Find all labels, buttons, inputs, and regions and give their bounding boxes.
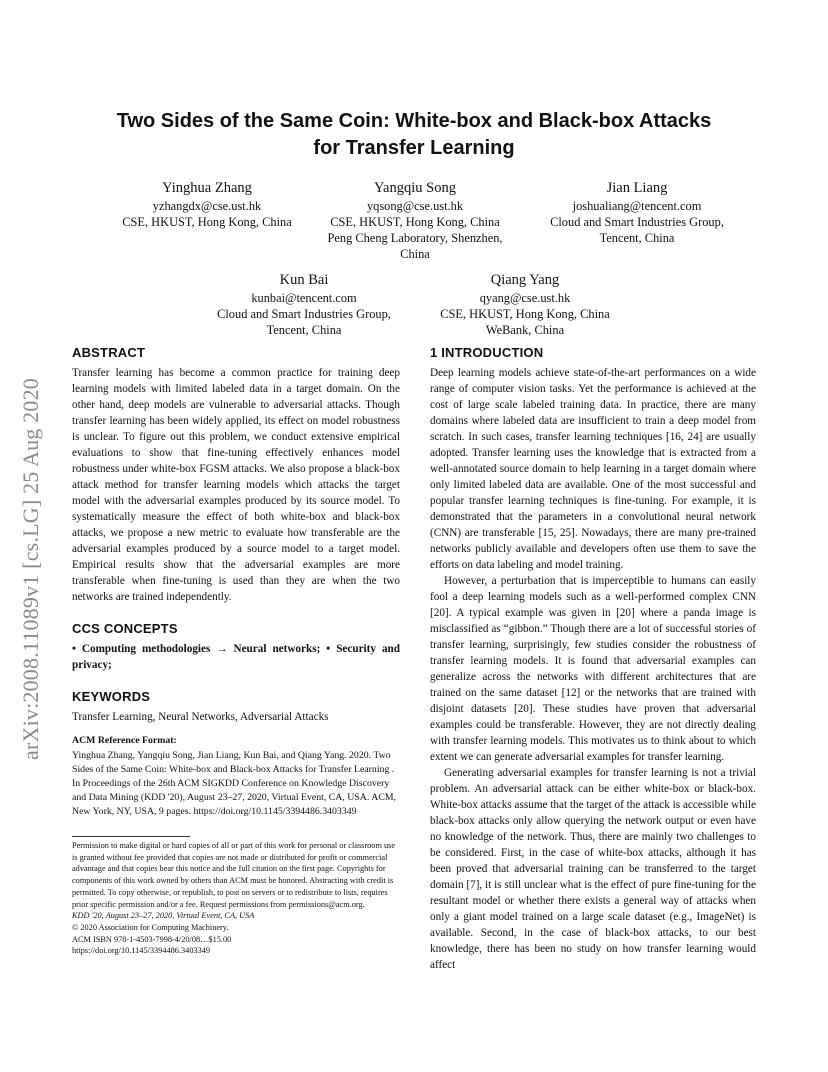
author-affiliation: Cloud and Smart Industries Group, — [217, 307, 391, 321]
author-block — [410, 271, 640, 338]
copyright-line: © 2020 Association for Computing Machinery. — [72, 922, 229, 932]
author-affiliation: CSE, HKUST, Hong Kong, China — [330, 215, 500, 229]
author-block — [522, 179, 752, 246]
left-column — [72, 345, 400, 819]
keywords-text: Transfer Learning, Neural Networks, Adversarial Attacks — [72, 711, 329, 723]
author-affiliation: Tencent, China — [599, 231, 675, 245]
author-block — [92, 179, 322, 230]
ccs-heading: CCS CONCEPTS — [72, 621, 178, 636]
title-line-1: Two Sides of the Same Coin: White-box and Black-box Attacks — [116, 110, 712, 132]
permission-block — [72, 840, 400, 957]
intro-paragraph-2: However, a perturbation that is imperceptible to humans can easily fool a deep learning models such as a well-performed complex CNN [20]. A typical example was given in [20] where a panda image is misclassified as “gibbon.” Though there are a lot of successful stories of transfer learning, surprisingly, few studies consider the robustness of transfer learning models. It is found that adversarial examples can generalize across the networks with different architectures that are trained on the same dataset [12] or the networks that are trained with disjoint datasets [20]. These studies have proven that adversarial examples could be transferable. However, they are not directly dealing with transfer learning models. This motivates us to think about to which extent we can generate adversarial examples for transfer learning. — [430, 575, 756, 763]
intro-heading: 1 INTRODUCTION — [430, 345, 544, 360]
right-column — [430, 345, 756, 973]
author-affiliation: Peng Cheng Laboratory, Shenzhen, — [327, 231, 503, 245]
paper-title — [72, 108, 756, 162]
author-email: yzhangdx@cse.ust.hk — [152, 199, 262, 213]
permission-text: Permission to make digital or hard copies of all or part of this work for personal or classroom use is granted without fee provided that copies are not made or distributed for profit or commercial advantage and that copies bear this notice and the full citation on the first page. Copyrights for components of this work owned by others than ACM must be honored. Abstracting with credit is permitted. To copy otherwise, or republish, to post on servers or to redistribute to lists, requires prior specific permission and/or a fee. Request permissions from permissions@acm.org. — [72, 841, 396, 909]
author-block — [300, 179, 530, 262]
intro-paragraph-3: Generating adversarial examples for transfer learning is not a trivial problem. An adversarial attack can be either white-box or black-box. White-box attacks assume that the target of the attack is accessible while black-box attacks only allow querying the network output or even have no knowledge of the network. Thus, there are mainly two challenges to be considered. First, in the case of white-box attacks, although it has been proved that adversarial training can be transferred to the target domain [7], it is still unclear what is the effect of pure fine-tuning for the resultant model or whether there exists a general way of attacks when only a giant model trained on a large scale dataset (e.g., ImageNet) is available. Second, in the case of black-box attacks, to our best knowledge, there has been no study on how transfer learning would affect — [430, 767, 756, 971]
author-affiliation: China — [400, 247, 430, 261]
title-line-2: for Transfer Learning — [313, 137, 515, 159]
author-email: kunbai@tencent.com — [251, 291, 357, 305]
isbn-line: ACM ISBN 978-1-4503-7998-4/20/08…$15.00 — [72, 934, 232, 944]
author-name: Kun Bai — [279, 272, 329, 288]
author-affiliation: WeBank, China — [485, 323, 565, 337]
author-affiliation: CSE, HKUST, Hong Kong, China — [440, 307, 610, 321]
acm-reference-heading: ACM Reference Format: — [72, 735, 177, 746]
abstract-text: Transfer learning has become a common practice for training deep learning models with limited labeled data in a target domain. On the other hand, deep models are vulnerable to adversarial attacks. Though transfer learning has been widely applied, its effect on model robustness is unclear. To figure out this problem, we conduct extensive empirical evaluations to show that fine-tuning effectively enhances model robustness under white-box FGSM attacks. We also propose a black-box attack method for transfer learning models which attacks the target model with the adversarial examples produced by its source model. To systematically measure the effect of both white-box and black-box attacks, we propose a new metric to evaluate how transferable are the adversarial examples produced by a source model to a target model. Empirical results show that the adversarial examples are more transferable when fine-tuning is used than they are when the two networks are trained independently. — [72, 367, 400, 603]
footnote-rule — [72, 836, 190, 837]
author-name: Yinghua Zhang — [162, 180, 252, 196]
author-email: joshualiang@tencent.com — [572, 199, 702, 213]
keywords-heading: KEYWORDS — [72, 689, 151, 704]
author-name: Yangqiu Song — [374, 180, 456, 196]
author-email: qyang@cse.ust.hk — [479, 291, 571, 305]
author-block — [189, 271, 419, 338]
abstract-heading: ABSTRACT — [72, 345, 146, 360]
author-affiliation: CSE, HKUST, Hong Kong, China — [122, 215, 292, 229]
author-name: Qiang Yang — [490, 272, 560, 288]
acm-reference-text: Yinghua Zhang, Yangqiu Song, Jian Liang, Kun Bai, and Qiang Yang. 2020. Two Sides of the Same Coin: White-box and Black-box Attacks for Transfer Learning . In Proceedings of the 26th ACM SIGKDD Conference on Knowledge Discovery and Data Mining (KDD '20), August 23–27, 2020, Virtual Event, CA, USA. ACM, New York, NY, USA, 9 pages. https://doi.org/10.1145/3394486.3403349 — [72, 750, 397, 817]
author-email: yqsong@cse.ust.hk — [366, 199, 464, 213]
author-affiliation: Tencent, China — [266, 323, 342, 337]
doi-line: https://doi.org/10.1145/3394486.3403349 — [72, 946, 211, 956]
ccs-text: • Computing methodologies → Neural networks; • Security and privacy; — [72, 643, 400, 671]
author-affiliation: Cloud and Smart Industries Group, — [550, 215, 724, 229]
conference-line: KDD '20, August 23–27, 2020, Virtual Event, CA, USA — [72, 911, 255, 921]
author-name: Jian Liang — [606, 180, 668, 196]
intro-paragraph-1: Deep learning models achieve state-of-the-art performances on a wide range of computer vision tasks. Yet the performance is achieved at the cost of large scale labeled training data. In practice, there are many domains where labeled data are insufficient to train a deep model from scratch. In such cases, transfer learning techniques [16, 24] are usually adopted. Transfer learning uses the knowledge that is extracted from a well-annotated source domain to help learning in a target domain where only limited labeled data are available. One of the most successful and popular transfer learning techniques is fine-tuning. For example, it is demonstrated that the parameters in a convolutional neural network (CNN) are transferable [15, 25]. Nowadays, there are many pre-trained networks publicly available and developers often use them to save the efforts on data labeling and model training. — [430, 367, 756, 571]
arxiv-identifier: arXiv:2008.11089v1 [cs.LG] 25 Aug 2020 — [18, 378, 43, 760]
